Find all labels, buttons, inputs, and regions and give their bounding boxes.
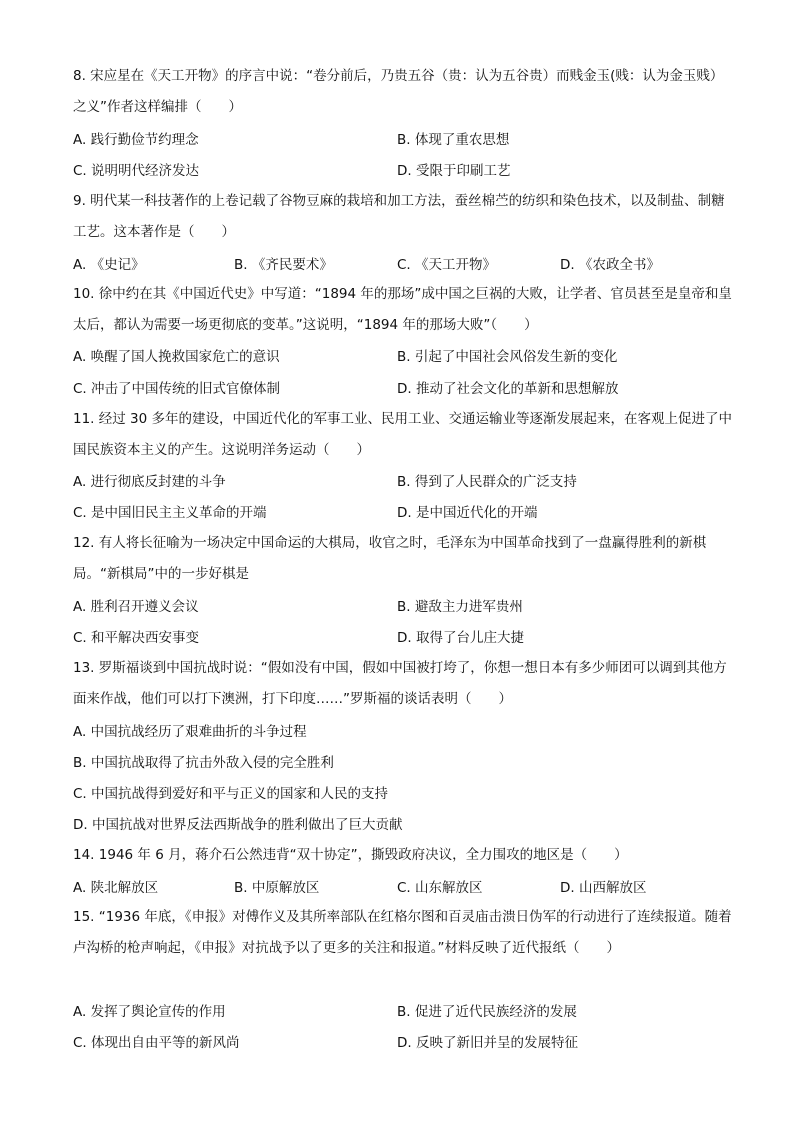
question-12-option-c[interactable]: C. 和平解决西安事变 xyxy=(73,630,200,646)
question-11-option-a[interactable]: A. 进行彻底反封建的斗争 xyxy=(73,474,226,490)
question-15-option-d[interactable]: D. 反映了新旧并呈的发展特征 xyxy=(397,1035,578,1051)
question-11-option-b[interactable]: B. 得到了人民群众的广泛支持 xyxy=(397,474,577,490)
question-15-option-c[interactable]: C. 体现出自由平等的新风尚 xyxy=(73,1035,240,1051)
question-10-option-c[interactable]: C. 冲击了中国传统的旧式官僚体制 xyxy=(73,381,281,397)
question-9-stem: 9. 明代某一科技著作的上卷记载了谷物豆麻的栽培和加工方法，蚕丝棉苎的纺织和染色技术，以及制盐、制糖工艺。这本著作是（ ） xyxy=(73,193,725,240)
question-14-option-c[interactable]: C. 山东解放区 xyxy=(397,880,483,896)
question-14-option-b[interactable]: B. 中原解放区 xyxy=(234,880,320,896)
question-12-option-b[interactable]: B. 避敌主力进军贵州 xyxy=(397,599,523,615)
question-11-stem: 11. 经过 30 多年的建设，中国近代化的军事工业、民用工业、交通运输业等逐渐发展起来，在客观上促进了中国民族资本主义的产生。这说明洋务运动（ ） xyxy=(73,411,733,458)
question-13-option-c[interactable]: C. 中国抗战得到爱好和平与正义的国家和人民的支持 xyxy=(73,786,389,802)
question-10-option-d[interactable]: D. 推动了社会文化的革新和思想解放 xyxy=(397,381,619,397)
question-15-stem: 15. “1936 年底，《申报》对傅作义及其所率部队在红格尔图和百灵庙击溃日伪军的行动进行了连续报道。随着卢沟桥的枪声响起，《申报》对抗战予以了更多的关注和报道。”材料反映了近代报纸（ ） xyxy=(73,909,732,956)
question-13-stem: 13. 罗斯福谈到中国抗战时说：“假如没有中国，假如中国被打垮了，你想一想日本有多少师团可以调到其他方面来作战，他们可以打下澳洲，打下印度……”罗斯福的谈话表明（ ） xyxy=(73,660,727,707)
question-10-option-b[interactable]: B. 引起了中国社会风俗发生新的变化 xyxy=(397,349,618,365)
question-15-option-a[interactable]: A. 发挥了舆论宣传的作用 xyxy=(73,1004,226,1020)
question-8-option-a[interactable]: A. 践行勤俭节约理念 xyxy=(73,132,199,148)
question-13-option-d[interactable]: D. 中国抗战对世界反法西斯战争的胜利做出了巨大贡献 xyxy=(73,817,403,833)
question-8-option-c[interactable]: C. 说明明代经济发达 xyxy=(73,163,200,179)
question-8-option-b[interactable]: B. 体现了重农思想 xyxy=(397,132,510,148)
question-15-option-b[interactable]: B. 促进了近代民族经济的发展 xyxy=(397,1004,577,1020)
question-9-option-d[interactable]: D. 《农政全书》 xyxy=(560,257,660,273)
question-9-option-a[interactable]: A. 《史记》 xyxy=(73,257,145,273)
question-13-option-b[interactable]: B. 中国抗战取得了抗击外敌入侵的完全胜利 xyxy=(73,755,334,771)
question-12-option-d[interactable]: D. 取得了台儿庄大捷 xyxy=(397,630,524,646)
question-14-option-d[interactable]: D. 山西解放区 xyxy=(560,880,647,896)
question-14-option-a[interactable]: A. 陕北解放区 xyxy=(73,880,159,896)
question-8-option-d[interactable]: D. 受限于印刷工艺 xyxy=(397,163,511,179)
question-14-stem: 14. 1946 年 6 月，蒋介石公然违背“双十协定”，撕毁政府决议，全力围攻的地区是（ ） xyxy=(73,847,628,863)
question-13-option-a[interactable]: A. 中国抗战经历了艰难曲折的斗争过程 xyxy=(73,724,307,740)
question-11-option-c[interactable]: C. 是中国旧民主主义革命的开端 xyxy=(73,505,267,521)
question-10-option-a[interactable]: A. 唤醒了国人挽救国家危亡的意识 xyxy=(73,349,280,365)
question-12-option-a[interactable]: A. 胜利召开遵义会议 xyxy=(73,599,199,615)
question-10-stem: 10. 徐中约在其《中国近代史》中写道：“1894 年的那场”成中国之巨祸的大败，让学者、官员甚至是皇帝和皇太后，都认为需要一场更彻底的变革。”这说明，“1894 年的那场大败”（ ） xyxy=(73,286,732,333)
question-9-option-b[interactable]: B. 《齐民要术》 xyxy=(234,257,333,273)
question-8-stem: 8. 宋应星在《天工开物》的序言中说：“卷分前后，乃贵五谷（贵：认为五谷贵）而贱金玉(贱：认为金玉贱）之义”作者这样编排（ ） xyxy=(73,68,724,115)
question-9-option-c[interactable]: C. 《天工开物》 xyxy=(397,257,497,273)
question-12-stem: 12. 有人将长征喻为一场决定中国命运的大棋局，收官之时，毛泽东为中国革命找到了一盘赢得胜利的新棋局。“新棋局”中的一步好棋是 xyxy=(73,535,707,582)
question-11-option-d[interactable]: D. 是中国近代化的开端 xyxy=(397,505,538,521)
